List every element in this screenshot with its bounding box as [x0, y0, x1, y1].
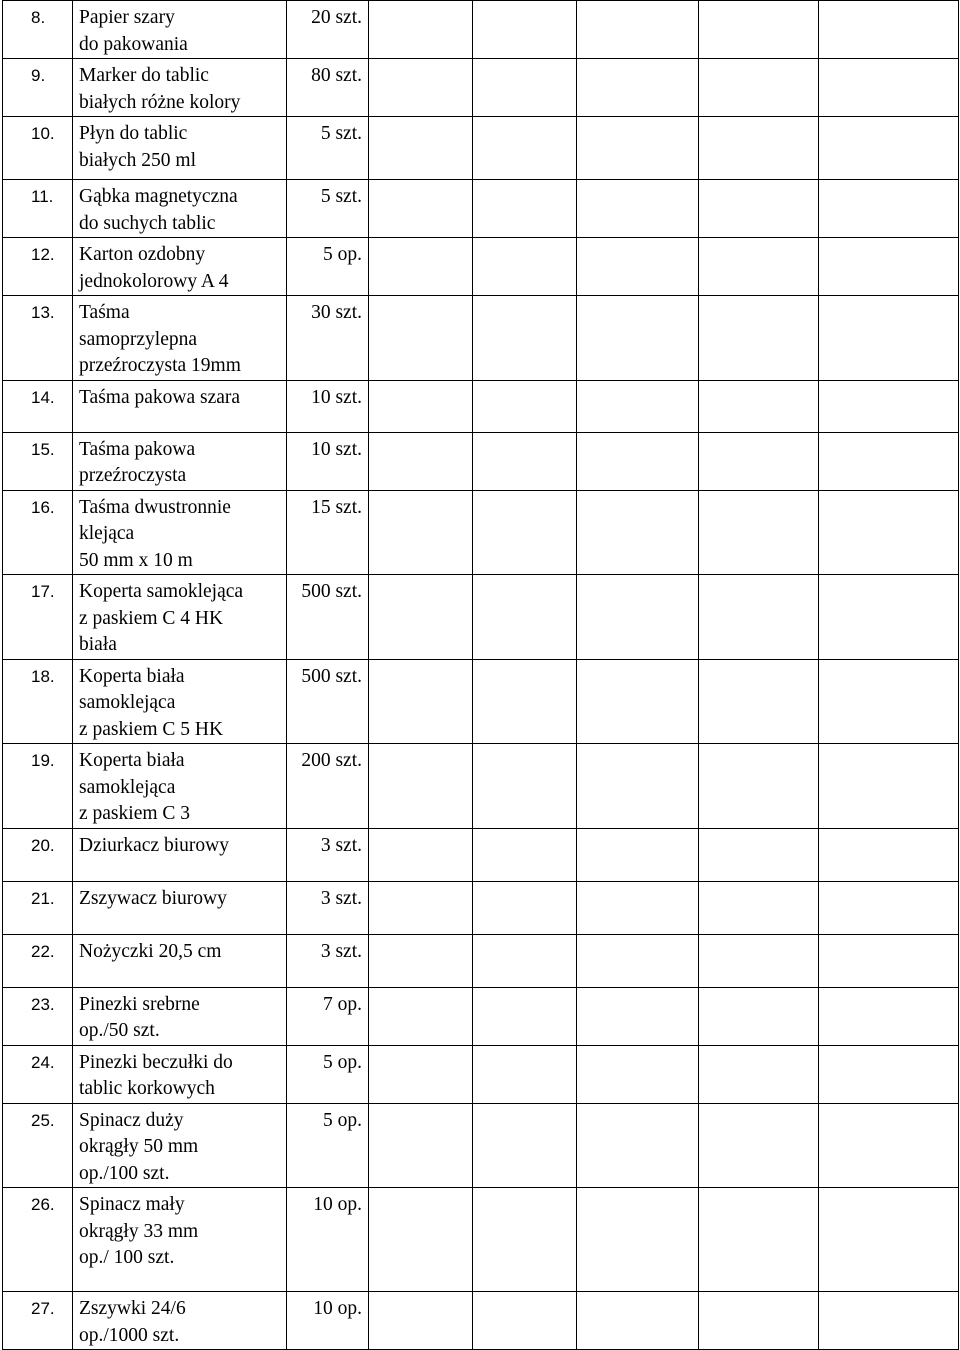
item-name: Marker do tablic białych różne kolory: [79, 65, 241, 113]
table-row: [3, 659, 959, 744]
empty-cell: [699, 828, 819, 881]
item-quantity-cell: [287, 659, 369, 744]
item-name-cell: [73, 744, 287, 829]
table-row: [3, 1188, 959, 1292]
empty-cell: [819, 1103, 959, 1188]
item-quantity: 3 szt.: [320, 887, 362, 909]
item-name-cell: [73, 934, 287, 987]
empty-cell: [369, 180, 473, 238]
item-quantity: 5 op.: [323, 1051, 362, 1073]
item-quantity: 80 szt.: [311, 65, 362, 86]
item-name-cell: [73, 432, 287, 490]
supplies-table: [2, 0, 959, 1350]
empty-cell: [577, 744, 699, 829]
empty-cell: [699, 881, 819, 934]
row-number: 25.: [31, 1110, 55, 1130]
empty-cell: [699, 934, 819, 987]
item-name: Dziurkacz biurowy: [79, 834, 229, 856]
item-quantity: 10 op.: [313, 1298, 362, 1319]
empty-cell: [473, 828, 577, 881]
item-name: Koperta biała samoklejąca z paskiem C 5 HK: [79, 665, 224, 740]
empty-cell: [577, 881, 699, 934]
item-name-cell: [73, 59, 287, 117]
item-quantity-cell: [287, 934, 369, 987]
item-name: Taśma samoprzylepna przeźroczysta 19mm: [79, 302, 241, 376]
empty-cell: [473, 59, 577, 117]
item-name: Karton ozdobny jednokolorowy A 4: [79, 244, 229, 292]
empty-cell: [473, 744, 577, 829]
empty-cell: [699, 296, 819, 381]
empty-cell: [577, 987, 699, 1045]
row-number: 26.: [31, 1195, 55, 1214]
table-row: [3, 380, 959, 432]
empty-cell: [699, 180, 819, 238]
empty-cell: [699, 1045, 819, 1103]
empty-cell: [369, 117, 473, 180]
empty-cell: [369, 575, 473, 660]
row-number-cell: [3, 490, 73, 575]
empty-cell: [473, 432, 577, 490]
empty-cell: [369, 1103, 473, 1188]
table-row: [3, 238, 959, 296]
item-quantity-cell: [287, 575, 369, 660]
row-number: 27.: [31, 1299, 55, 1318]
item-name: Taśma pakowa szara: [79, 386, 241, 408]
item-name: Papier szary do pakowania: [79, 7, 188, 55]
empty-cell: [577, 490, 699, 575]
item-quantity-cell: [287, 987, 369, 1045]
row-number: 17.: [31, 582, 55, 601]
item-name: Spinacz duży okrągły 50 mm op./100 szt.: [79, 1109, 199, 1184]
item-name: Zszywacz biurowy: [79, 887, 227, 909]
item-quantity: 7 op.: [323, 993, 362, 1015]
item-quantity: 5 op.: [323, 244, 362, 265]
empty-cell: [473, 117, 577, 180]
row-number: 18.: [31, 666, 55, 686]
item-quantity-cell: [287, 1045, 369, 1103]
empty-cell: [699, 380, 819, 432]
empty-cell: [473, 1103, 577, 1188]
table-row: [3, 296, 959, 381]
empty-cell: [819, 238, 959, 296]
empty-cell: [819, 1188, 959, 1292]
empty-cell: [699, 987, 819, 1045]
empty-cell: [577, 659, 699, 744]
item-name: Nożyczki 20,5 cm: [79, 940, 222, 962]
empty-cell: [699, 432, 819, 490]
item-quantity: 5 szt.: [320, 123, 362, 144]
item-name-cell: [73, 238, 287, 296]
table-row: [3, 828, 959, 881]
empty-cell: [577, 934, 699, 987]
item-quantity-cell: [287, 1188, 369, 1292]
table-row: [3, 490, 959, 575]
empty-cell: [819, 659, 959, 744]
table-row: [3, 934, 959, 987]
empty-cell: [369, 1188, 473, 1292]
item-name-cell: [73, 987, 287, 1045]
empty-cell: [473, 575, 577, 660]
empty-cell: [473, 1045, 577, 1103]
row-number-cell: [3, 744, 73, 829]
item-name-cell: [73, 575, 287, 660]
empty-cell: [577, 1045, 699, 1103]
empty-cell: [699, 59, 819, 117]
item-quantity-cell: [287, 59, 369, 117]
row-number-cell: [3, 238, 73, 296]
empty-cell: [473, 1, 577, 59]
item-quantity-cell: [287, 828, 369, 881]
empty-cell: [577, 180, 699, 238]
empty-cell: [577, 238, 699, 296]
item-name-cell: [73, 1045, 287, 1103]
empty-cell: [473, 934, 577, 987]
row-number: 13.: [31, 303, 55, 322]
empty-cell: [699, 117, 819, 180]
row-number-cell: [3, 934, 73, 987]
row-number-cell: [3, 117, 73, 180]
item-name-cell: [73, 1, 287, 59]
empty-cell: [819, 828, 959, 881]
item-quantity: 500 szt.: [301, 581, 362, 602]
empty-cell: [369, 490, 473, 575]
empty-cell: [699, 1103, 819, 1188]
item-quantity: 3 szt.: [320, 834, 362, 856]
empty-cell: [473, 380, 577, 432]
empty-cell: [819, 881, 959, 934]
empty-cell: [819, 987, 959, 1045]
row-number: 24.: [31, 1052, 55, 1072]
table-row: [3, 881, 959, 934]
empty-cell: [369, 828, 473, 881]
item-name-cell: [73, 881, 287, 934]
empty-cell: [369, 1, 473, 59]
empty-cell: [577, 1188, 699, 1292]
empty-cell: [473, 881, 577, 934]
item-quantity: 10 szt.: [311, 386, 362, 408]
empty-cell: [819, 117, 959, 180]
empty-cell: [369, 934, 473, 987]
table-row: [3, 744, 959, 829]
row-number: 21.: [31, 888, 55, 908]
item-name: Zszywki 24/6 op./1000 szt.: [79, 1298, 186, 1346]
table-row: [3, 180, 959, 238]
row-number: 10.: [31, 124, 55, 143]
row-number: 14.: [31, 387, 55, 407]
item-name: Pinezki beczułki do tablic korkowych: [79, 1051, 233, 1099]
empty-cell: [577, 380, 699, 432]
row-number-cell: [3, 432, 73, 490]
item-name: Taśma pakowa przeźroczysta: [79, 438, 196, 486]
empty-cell: [369, 238, 473, 296]
empty-cell: [819, 934, 959, 987]
item-quantity-cell: [287, 1, 369, 59]
item-name: Gąbka magnetyczna do suchych tablic: [79, 186, 238, 234]
row-number: 20.: [31, 835, 55, 855]
row-number: 12.: [31, 245, 55, 264]
empty-cell: [369, 432, 473, 490]
item-quantity-cell: [287, 490, 369, 575]
empty-cell: [473, 987, 577, 1045]
empty-cell: [473, 1188, 577, 1292]
empty-cell: [577, 828, 699, 881]
row-number-cell: [3, 380, 73, 432]
empty-cell: [369, 744, 473, 829]
empty-cell: [473, 238, 577, 296]
row-number-cell: [3, 1045, 73, 1103]
row-number-cell: [3, 881, 73, 934]
item-name-cell: [73, 180, 287, 238]
table-row: [3, 59, 959, 117]
row-number-cell: [3, 296, 73, 381]
empty-cell: [473, 490, 577, 575]
row-number-cell: [3, 987, 73, 1045]
empty-cell: [819, 1, 959, 59]
empty-cell: [369, 380, 473, 432]
item-name: Taśma dwustronnie klejąca 50 mm x 10 m: [79, 496, 231, 571]
empty-cell: [369, 987, 473, 1045]
item-quantity-cell: [287, 432, 369, 490]
empty-cell: [473, 659, 577, 744]
empty-cell: [819, 490, 959, 575]
item-name-cell: [73, 490, 287, 575]
row-number: 8.: [31, 8, 46, 27]
empty-cell: [577, 59, 699, 117]
item-name-cell: [73, 828, 287, 881]
empty-cell: [699, 575, 819, 660]
item-quantity: 3 szt.: [320, 940, 362, 962]
row-number: 11.: [31, 187, 54, 206]
item-name-cell: [73, 1103, 287, 1188]
empty-cell: [699, 1, 819, 59]
item-quantity-cell: [287, 380, 369, 432]
item-quantity-cell: [287, 1103, 369, 1188]
row-number: 16.: [31, 497, 55, 517]
item-quantity: 5 szt.: [320, 186, 362, 207]
table-row: [3, 1, 959, 59]
empty-cell: [577, 432, 699, 490]
row-number: 22.: [31, 941, 55, 961]
empty-cell: [819, 1045, 959, 1103]
empty-cell: [699, 238, 819, 296]
empty-cell: [473, 296, 577, 381]
item-name: Spinacz mały okrągły 33 mm op./ 100 szt.: [79, 1194, 199, 1268]
item-quantity: 30 szt.: [311, 302, 362, 323]
row-number-cell: [3, 59, 73, 117]
row-number-cell: [3, 1103, 73, 1188]
table-row: [3, 575, 959, 660]
item-name: Koperta biała samoklejąca z paskiem C 3: [79, 750, 191, 824]
item-quantity-cell: [287, 881, 369, 934]
item-quantity: 200 szt.: [301, 750, 362, 771]
item-quantity: 20 szt.: [311, 7, 362, 28]
item-quantity: 10 szt.: [311, 438, 362, 460]
table-body: [3, 1, 959, 1350]
item-quantity-cell: [287, 744, 369, 829]
empty-cell: [699, 1188, 819, 1292]
empty-cell: [577, 575, 699, 660]
table-row: [3, 1103, 959, 1188]
item-quantity: 10 op.: [313, 1194, 362, 1215]
empty-cell: [369, 881, 473, 934]
row-number-cell: [3, 1, 73, 59]
empty-cell: [577, 296, 699, 381]
empty-cell: [699, 490, 819, 575]
item-name-cell: [73, 380, 287, 432]
row-number-cell: [3, 1188, 73, 1292]
row-number: 23.: [31, 994, 55, 1014]
empty-cell: [819, 744, 959, 829]
row-number: 15.: [31, 439, 55, 459]
item-name: Koperta samoklejąca z paskiem C 4 HK biała: [79, 581, 244, 655]
empty-cell: [699, 659, 819, 744]
item-quantity: 5 op.: [323, 1109, 362, 1131]
row-number-cell: [3, 828, 73, 881]
empty-cell: [473, 180, 577, 238]
empty-cell: [819, 296, 959, 381]
empty-cell: [369, 296, 473, 381]
row-number-cell: [3, 659, 73, 744]
row-number-cell: [3, 180, 73, 238]
item-quantity: 500 szt.: [301, 665, 362, 687]
empty-cell: [819, 380, 959, 432]
empty-cell: [819, 180, 959, 238]
empty-cell: [699, 744, 819, 829]
empty-cell: [819, 59, 959, 117]
table-row: [3, 1045, 959, 1103]
row-number: 19.: [31, 751, 55, 770]
item-name-cell: [73, 117, 287, 180]
table-row: [3, 432, 959, 490]
item-name-cell: [73, 659, 287, 744]
empty-cell: [369, 59, 473, 117]
empty-cell: [369, 659, 473, 744]
item-name-cell: [73, 1188, 287, 1292]
row-number: 9.: [31, 66, 46, 85]
item-quantity-cell: [287, 117, 369, 180]
empty-cell: [369, 1045, 473, 1103]
item-name: Płyn do tablic białych 250 ml: [79, 123, 196, 171]
item-name-cell: [73, 296, 287, 381]
row-number-cell: [3, 575, 73, 660]
item-quantity: 15 szt.: [311, 496, 362, 518]
empty-cell: [819, 432, 959, 490]
item-quantity-cell: [287, 296, 369, 381]
empty-cell: [577, 1103, 699, 1188]
item-quantity-cell: [287, 180, 369, 238]
table-row: [3, 117, 959, 180]
item-name: Pinezki srebrne op./50 szt.: [79, 993, 200, 1041]
empty-cell: [577, 1, 699, 59]
table-row: [3, 987, 959, 1045]
empty-cell: [577, 117, 699, 180]
empty-cell: [819, 575, 959, 660]
item-quantity-cell: [287, 238, 369, 296]
